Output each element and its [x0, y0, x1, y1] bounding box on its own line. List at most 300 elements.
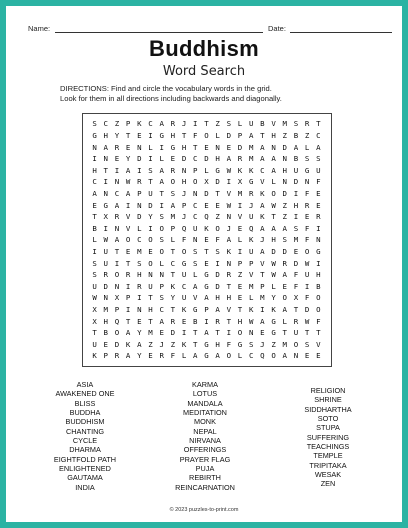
- grid-letter[interactable]: F: [304, 235, 310, 245]
- grid-letter[interactable]: J: [260, 339, 265, 349]
- grid-letter[interactable]: G: [193, 305, 198, 315]
- grid-letter[interactable]: H: [103, 130, 108, 140]
- grid-letter[interactable]: W: [226, 200, 232, 210]
- grid-letter[interactable]: T: [204, 119, 209, 129]
- grid-letter[interactable]: X: [204, 177, 209, 187]
- grid-letter[interactable]: P: [181, 200, 187, 210]
- grid-letter[interactable]: P: [260, 281, 265, 291]
- grid-letter[interactable]: R: [170, 119, 176, 129]
- grid-letter[interactable]: C: [92, 177, 97, 187]
- grid-letter[interactable]: N: [316, 235, 321, 245]
- grid-letter[interactable]: O: [159, 223, 164, 233]
- grid-letter[interactable]: H: [271, 235, 276, 245]
- grid-letter[interactable]: D: [137, 154, 142, 164]
- grid-letter[interactable]: A: [137, 339, 142, 349]
- grid-letter[interactable]: X: [114, 293, 120, 303]
- grid-letter[interactable]: V: [125, 223, 131, 233]
- grid-letter[interactable]: T: [193, 328, 198, 338]
- grid-letter[interactable]: S: [92, 119, 97, 129]
- grid-letter[interactable]: L: [137, 223, 142, 233]
- grid-letter[interactable]: O: [237, 328, 243, 338]
- grid-letter[interactable]: A: [103, 142, 108, 152]
- grid-letter[interactable]: M: [293, 235, 299, 245]
- grid-letter[interactable]: V: [237, 212, 243, 222]
- grid-letter[interactable]: S: [159, 235, 164, 245]
- grid-letter[interactable]: T: [204, 247, 209, 256]
- grid-letter[interactable]: M: [148, 328, 153, 338]
- grid-letter[interactable]: N: [159, 270, 164, 280]
- grid-letter[interactable]: B: [316, 281, 321, 291]
- grid-letter[interactable]: E: [316, 200, 321, 210]
- grid-letter[interactable]: Z: [237, 270, 243, 280]
- grid-letter[interactable]: L: [170, 235, 176, 245]
- grid-letter[interactable]: B: [92, 223, 97, 233]
- grid-letter[interactable]: D: [148, 200, 153, 210]
- grid-letter[interactable]: R: [304, 119, 310, 129]
- grid-letter[interactable]: N: [215, 142, 220, 152]
- grid-letter[interactable]: J: [248, 200, 254, 210]
- grid-letter[interactable]: A: [271, 165, 276, 175]
- grid-letter[interactable]: A: [125, 351, 131, 361]
- grid-letter[interactable]: S: [282, 235, 287, 245]
- grid-letter[interactable]: L: [159, 154, 164, 164]
- grid-letter[interactable]: H: [215, 339, 220, 349]
- grid-letter[interactable]: L: [304, 142, 310, 152]
- grid-letter[interactable]: M: [248, 154, 254, 164]
- grid-letter[interactable]: I: [92, 154, 97, 164]
- grid-letter[interactable]: S: [159, 293, 164, 303]
- grid-letter[interactable]: K: [170, 281, 176, 291]
- grid-letter[interactable]: S: [170, 188, 176, 198]
- grid-letter[interactable]: E: [204, 235, 209, 245]
- grid-letter[interactable]: A: [215, 351, 220, 361]
- grid-letter[interactable]: O: [316, 293, 321, 303]
- grid-letter[interactable]: O: [204, 130, 209, 140]
- grid-letter[interactable]: B: [260, 119, 265, 129]
- grid-letter[interactable]: R: [114, 212, 120, 222]
- grid-letter[interactable]: H: [170, 130, 176, 140]
- grid-letter[interactable]: G: [304, 165, 310, 175]
- grid-letter[interactable]: S: [304, 154, 310, 164]
- grid-letter[interactable]: H: [103, 316, 108, 326]
- grid-letter[interactable]: E: [204, 258, 209, 268]
- grid-letter[interactable]: A: [271, 223, 276, 233]
- grid-letter[interactable]: Q: [260, 351, 265, 361]
- grid-letter[interactable]: I: [148, 130, 153, 140]
- grid-letter[interactable]: G: [204, 270, 209, 280]
- grid-letter[interactable]: F: [215, 235, 220, 245]
- grid-letter[interactable]: I: [114, 258, 120, 268]
- grid-letter[interactable]: H: [92, 165, 97, 175]
- grid-letter[interactable]: E: [159, 328, 164, 338]
- grid-letter[interactable]: O: [170, 177, 176, 187]
- grid-letter[interactable]: I: [148, 223, 153, 233]
- grid-letter[interactable]: P: [237, 258, 243, 268]
- grid-letter[interactable]: M: [237, 188, 243, 198]
- grid-letter[interactable]: C: [193, 212, 198, 222]
- grid-letter[interactable]: X: [92, 305, 97, 315]
- grid-letter[interactable]: J: [181, 188, 187, 198]
- grid-letter[interactable]: R: [103, 270, 108, 280]
- grid-letter[interactable]: X: [237, 177, 243, 187]
- grid-letter[interactable]: R: [159, 351, 164, 361]
- grid-letter[interactable]: H: [237, 316, 243, 326]
- grid-letter[interactable]: R: [215, 316, 220, 326]
- grid-letter[interactable]: O: [193, 177, 198, 187]
- grid-letter[interactable]: P: [170, 223, 176, 233]
- grid-letter[interactable]: Q: [181, 223, 187, 233]
- grid-letter[interactable]: J: [260, 235, 265, 245]
- grid-letter[interactable]: D: [282, 188, 287, 198]
- grid-letter[interactable]: S: [193, 247, 198, 256]
- grid-letter[interactable]: W: [271, 200, 276, 210]
- grid-letter[interactable]: E: [293, 247, 299, 256]
- grid-letter[interactable]: A: [260, 154, 265, 164]
- grid-letter[interactable]: A: [260, 316, 265, 326]
- grid-letter[interactable]: Y: [148, 212, 153, 222]
- grid-letter[interactable]: O: [215, 223, 220, 233]
- grid-letter[interactable]: V: [226, 305, 232, 315]
- grid-letter[interactable]: R: [114, 351, 120, 361]
- grid-letter[interactable]: N: [103, 293, 108, 303]
- grid-letter[interactable]: K: [271, 305, 276, 315]
- grid-letter[interactable]: Z: [282, 212, 287, 222]
- grid-letter[interactable]: K: [125, 339, 131, 349]
- grid-letter[interactable]: R: [125, 270, 131, 280]
- grid-letter[interactable]: H: [137, 270, 142, 280]
- grid-letter[interactable]: N: [304, 177, 310, 187]
- grid-letter[interactable]: R: [248, 188, 254, 198]
- grid-letter[interactable]: T: [125, 130, 131, 140]
- grid-letter[interactable]: S: [193, 258, 198, 268]
- grid-letter[interactable]: A: [159, 316, 164, 326]
- grid-letter[interactable]: I: [204, 316, 209, 326]
- grid-letter[interactable]: Q: [204, 212, 209, 222]
- grid-letter[interactable]: I: [237, 200, 243, 210]
- grid-letter[interactable]: Q: [114, 316, 120, 326]
- grid-letter[interactable]: T: [170, 247, 176, 256]
- grid-letter[interactable]: A: [204, 328, 209, 338]
- grid-letter[interactable]: I: [293, 188, 299, 198]
- grid-letter[interactable]: N: [92, 142, 97, 152]
- grid-letter[interactable]: G: [204, 281, 209, 291]
- grid-letter[interactable]: T: [226, 316, 232, 326]
- grid-letter[interactable]: I: [193, 119, 198, 129]
- grid-letter[interactable]: T: [215, 328, 220, 338]
- grid-letter[interactable]: I: [114, 165, 120, 175]
- grid-letter[interactable]: V: [248, 270, 254, 280]
- grid-letter[interactable]: A: [260, 142, 265, 152]
- grid-letter[interactable]: F: [316, 316, 321, 326]
- grid-letter[interactable]: G: [103, 200, 108, 210]
- grid-letter[interactable]: U: [293, 328, 299, 338]
- grid-letter[interactable]: E: [137, 130, 142, 140]
- grid-letter[interactable]: V: [125, 212, 131, 222]
- grid-letter[interactable]: A: [215, 305, 220, 315]
- grid-letter[interactable]: E: [237, 223, 243, 233]
- grid-letter[interactable]: R: [304, 200, 310, 210]
- grid-letter[interactable]: F: [193, 130, 198, 140]
- grid-letter[interactable]: U: [248, 212, 254, 222]
- grid-letter[interactable]: T: [170, 305, 176, 315]
- grid-letter[interactable]: D: [137, 212, 142, 222]
- grid-letter[interactable]: C: [181, 281, 187, 291]
- grid-letter[interactable]: W: [271, 258, 276, 268]
- grid-letter[interactable]: E: [237, 281, 243, 291]
- grid-letter[interactable]: R: [293, 316, 299, 326]
- grid-letter[interactable]: H: [226, 293, 232, 303]
- grid-letter[interactable]: T: [316, 119, 321, 129]
- grid-letter[interactable]: I: [316, 223, 321, 233]
- grid-letter[interactable]: G: [271, 328, 276, 338]
- grid-letter[interactable]: N: [282, 177, 287, 187]
- grid-letter[interactable]: V: [260, 258, 265, 268]
- grid-letter[interactable]: E: [237, 293, 243, 303]
- grid-letter[interactable]: S: [159, 212, 164, 222]
- grid-letter[interactable]: I: [226, 328, 232, 338]
- grid-letter[interactable]: T: [271, 212, 276, 222]
- grid-letter[interactable]: N: [193, 188, 198, 198]
- grid-letter[interactable]: H: [215, 154, 220, 164]
- grid-letter[interactable]: K: [260, 212, 265, 222]
- grid-letter[interactable]: Q: [248, 223, 254, 233]
- grid-letter[interactable]: B: [193, 316, 198, 326]
- grid-letter[interactable]: T: [260, 270, 265, 280]
- grid-letter[interactable]: B: [293, 130, 299, 140]
- grid-letter[interactable]: R: [316, 212, 321, 222]
- grid-letter[interactable]: A: [282, 223, 287, 233]
- grid-letter[interactable]: D: [237, 142, 243, 152]
- grid-letter[interactable]: D: [215, 281, 220, 291]
- grid-letter[interactable]: T: [282, 328, 287, 338]
- grid-letter[interactable]: D: [204, 188, 209, 198]
- grid-letter[interactable]: X: [103, 212, 108, 222]
- grid-letter[interactable]: I: [125, 200, 131, 210]
- grid-letter[interactable]: W: [226, 165, 232, 175]
- grid-letter[interactable]: I: [293, 212, 299, 222]
- grid-letter[interactable]: T: [170, 270, 176, 280]
- grid-letter[interactable]: U: [248, 247, 254, 256]
- grid-letter[interactable]: P: [159, 281, 164, 291]
- grid-letter[interactable]: O: [148, 235, 153, 245]
- grid-letter[interactable]: N: [114, 177, 120, 187]
- grid-letter[interactable]: C: [193, 154, 198, 164]
- grid-letter[interactable]: R: [282, 258, 287, 268]
- grid-letter[interactable]: K: [92, 351, 97, 361]
- grid-letter[interactable]: H: [316, 270, 321, 280]
- grid-letter[interactable]: O: [114, 270, 120, 280]
- grid-letter[interactable]: G: [215, 165, 220, 175]
- grid-letter[interactable]: O: [304, 247, 310, 256]
- grid-letter[interactable]: A: [260, 200, 265, 210]
- grid-letter[interactable]: H: [148, 305, 153, 315]
- grid-letter[interactable]: K: [248, 165, 254, 175]
- grid-letter[interactable]: T: [193, 142, 198, 152]
- grid-letter[interactable]: L: [92, 235, 97, 245]
- grid-letter[interactable]: C: [103, 119, 108, 129]
- grid-letter[interactable]: E: [316, 351, 321, 361]
- grid-letter[interactable]: O: [125, 235, 131, 245]
- grid-letter[interactable]: O: [316, 305, 321, 315]
- grid-letter[interactable]: I: [237, 247, 243, 256]
- grid-letter[interactable]: A: [193, 281, 198, 291]
- grid-letter[interactable]: U: [248, 119, 254, 129]
- grid-letter[interactable]: Z: [215, 212, 220, 222]
- grid-letter[interactable]: T: [92, 328, 97, 338]
- grid-letter[interactable]: G: [170, 142, 176, 152]
- grid-letter[interactable]: E: [204, 200, 209, 210]
- grid-letter[interactable]: C: [248, 351, 254, 361]
- grid-letter[interactable]: N: [114, 223, 120, 233]
- grid-letter[interactable]: W: [103, 235, 108, 245]
- grid-letter[interactable]: K: [260, 188, 265, 198]
- grid-letter[interactable]: P: [103, 351, 108, 361]
- grid-letter[interactable]: I: [181, 328, 187, 338]
- grid-letter[interactable]: L: [248, 293, 254, 303]
- grid-letter[interactable]: F: [293, 281, 299, 291]
- grid-letter[interactable]: O: [282, 293, 287, 303]
- grid-letter[interactable]: T: [148, 316, 153, 326]
- grid-letter[interactable]: S: [226, 119, 232, 129]
- grid-letter[interactable]: L: [159, 258, 164, 268]
- grid-letter[interactable]: H: [293, 200, 299, 210]
- grid-letter[interactable]: P: [204, 305, 209, 315]
- grid-letter[interactable]: G: [204, 351, 209, 361]
- grid-letter[interactable]: K: [248, 235, 254, 245]
- grid-letter[interactable]: E: [114, 154, 120, 164]
- grid-letter[interactable]: L: [148, 142, 153, 152]
- grid-letter[interactable]: R: [114, 142, 120, 152]
- grid-letter[interactable]: L: [271, 177, 276, 187]
- grid-letter[interactable]: P: [193, 165, 198, 175]
- grid-letter[interactable]: I: [103, 177, 108, 187]
- grid-letter[interactable]: V: [316, 339, 321, 349]
- grid-letter[interactable]: T: [293, 305, 299, 315]
- grid-letter[interactable]: T: [148, 177, 153, 187]
- grid-letter[interactable]: P: [125, 293, 131, 303]
- grid-letter[interactable]: U: [304, 270, 310, 280]
- grid-letter[interactable]: I: [148, 154, 153, 164]
- grid-letter[interactable]: A: [114, 200, 120, 210]
- grid-letter[interactable]: G: [181, 258, 187, 268]
- grid-letter[interactable]: A: [293, 142, 299, 152]
- grid-letter[interactable]: N: [282, 154, 287, 164]
- grid-letter[interactable]: A: [170, 200, 176, 210]
- grid-letter[interactable]: L: [271, 281, 276, 291]
- grid-letter[interactable]: P: [237, 130, 243, 140]
- grid-letter[interactable]: T: [215, 188, 220, 198]
- grid-letter[interactable]: L: [237, 235, 243, 245]
- grid-letter[interactable]: A: [260, 247, 265, 256]
- grid-letter[interactable]: M: [170, 212, 176, 222]
- grid-letter[interactable]: C: [260, 165, 265, 175]
- grid-letter[interactable]: Y: [170, 293, 176, 303]
- grid-letter[interactable]: W: [125, 177, 131, 187]
- grid-letter[interactable]: F: [304, 188, 310, 198]
- grid-letter[interactable]: W: [248, 316, 254, 326]
- grid-letter[interactable]: G: [92, 130, 97, 140]
- grid-letter[interactable]: F: [226, 339, 232, 349]
- grid-letter[interactable]: U: [92, 339, 97, 349]
- grid-letter[interactable]: E: [316, 188, 321, 198]
- grid-letter[interactable]: G: [271, 316, 276, 326]
- grid-letter[interactable]: N: [137, 200, 142, 210]
- grid-letter[interactable]: J: [226, 223, 232, 233]
- grid-letter[interactable]: M: [248, 142, 254, 152]
- grid-letter[interactable]: N: [193, 235, 198, 245]
- grid-letter[interactable]: I: [137, 165, 142, 175]
- grid-letter[interactable]: F: [304, 293, 310, 303]
- grid-letter[interactable]: T: [92, 212, 97, 222]
- grid-letter[interactable]: C: [316, 130, 321, 140]
- grid-letter[interactable]: J: [181, 119, 187, 129]
- grid-letter[interactable]: A: [316, 142, 321, 152]
- grid-letter[interactable]: U: [103, 258, 108, 268]
- grid-letter[interactable]: O: [226, 351, 232, 361]
- grid-letter[interactable]: J: [181, 212, 187, 222]
- grid-letter[interactable]: D: [170, 328, 176, 338]
- grid-letter[interactable]: P: [248, 258, 254, 268]
- grid-letter[interactable]: F: [316, 177, 321, 187]
- grid-letter[interactable]: T: [316, 328, 321, 338]
- grid-letter[interactable]: M: [282, 119, 287, 129]
- grid-letter[interactable]: D: [114, 339, 120, 349]
- grid-letter[interactable]: E: [170, 154, 176, 164]
- grid-letter[interactable]: O: [148, 258, 153, 268]
- grid-letter[interactable]: K: [181, 339, 187, 349]
- grid-letter[interactable]: Y: [114, 130, 120, 140]
- grid-letter[interactable]: U: [316, 165, 321, 175]
- grid-letter[interactable]: O: [114, 328, 120, 338]
- grid-letter[interactable]: T: [193, 339, 198, 349]
- grid-letter[interactable]: G: [204, 339, 209, 349]
- grid-letter[interactable]: E: [304, 351, 310, 361]
- grid-letter[interactable]: U: [293, 165, 299, 175]
- grid-letter[interactable]: Y: [271, 293, 276, 303]
- grid-letter[interactable]: C: [114, 188, 120, 198]
- grid-letter[interactable]: L: [193, 270, 198, 280]
- grid-letter[interactable]: A: [282, 305, 287, 315]
- grid-letter[interactable]: S: [293, 119, 299, 129]
- grid-letter[interactable]: B: [293, 154, 299, 164]
- grid-letter[interactable]: X: [293, 293, 299, 303]
- grid-letter[interactable]: D: [181, 154, 187, 164]
- grid-letter[interactable]: O: [271, 351, 276, 361]
- grid-letter[interactable]: F: [293, 270, 299, 280]
- grid-letter[interactable]: B: [103, 328, 108, 338]
- grid-letter[interactable]: H: [181, 177, 187, 187]
- grid-letter[interactable]: O: [271, 188, 276, 198]
- grid-letter[interactable]: I: [260, 305, 265, 315]
- grid-letter[interactable]: E: [125, 247, 131, 256]
- grid-letter[interactable]: L: [215, 130, 220, 140]
- grid-letter[interactable]: Z: [114, 119, 120, 129]
- grid-letter[interactable]: G: [237, 339, 243, 349]
- grid-letter[interactable]: W: [304, 258, 310, 268]
- grid-letter[interactable]: K: [181, 305, 187, 315]
- grid-letter[interactable]: H: [282, 165, 287, 175]
- grid-letter[interactable]: A: [125, 328, 131, 338]
- grid-letter[interactable]: V: [193, 293, 198, 303]
- grid-letter[interactable]: G: [316, 247, 321, 256]
- grid-letter[interactable]: K: [204, 223, 209, 233]
- grid-letter[interactable]: I: [103, 223, 108, 233]
- grid-letter[interactable]: M: [248, 281, 254, 291]
- grid-letter[interactable]: Z: [170, 339, 176, 349]
- grid-letter[interactable]: V: [226, 188, 232, 198]
- grid-letter[interactable]: T: [237, 305, 243, 315]
- grid-letter[interactable]: U: [181, 270, 187, 280]
